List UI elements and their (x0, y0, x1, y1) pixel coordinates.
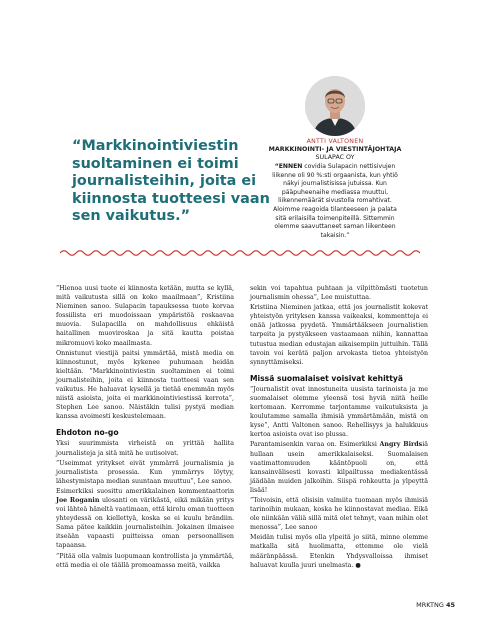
section-heading: Missä suomalaiset voisivat kehittyä (250, 373, 404, 383)
article-paragraph: ”Journalistit ovat innostuneita uusista tarinoista ja me suomalaiset olemme yleensä tosi hyviä niitä heille kertomaan. Kerromme tarjontamme vaikutuksista ja koulutamme samalla ihmisiä ymmärtämään, mistä on kyse”, Antti Valtonen sanoo. Rehellisyys ja halukkuus kertoa asioista ovat iso plussa. (250, 385, 428, 439)
article-paragraph: ”Toivoisin, että olisisin valmiita tuomaan myös ihmisiä tarinoihin mukaan, koska he kiinnostavat mediaa. Eikä ole niinkään väliä sillä mitä olet tehnyt, vaan mihin olet menossa”, Lee sanoo (250, 496, 428, 532)
article-paragraph: ”Hienoa uusi tuote ei kiinnosta ketään, mutta se kyllä, mitä vaikutusta sillä on koko maailmaan”, Kristiina Nieminen sanoo. Sulapacin tapauksessa tuote korvaa fossiilista eri muodoissaan ympäristöä roskaavaa muovia. Sulapacilla on mahdollisuus ehkäistä haitallinen muoviroskaa ja sitä kautta poistaa mikromuovi koko maailmasta. (56, 285, 234, 347)
text-run: iä hullaan usein amerikkalaiseksi. Suomalaisen vaatimattomuuden kääntöpuoli on, että kansainvälisesti kovasti kilpailtussa mediakentässä jäädään muiden jalkoihin. Siispä rohkeutta ja ylpeyttä lisää! (250, 441, 429, 494)
article-paragraph: Kristiina Nieminen jatkaa, että jos journalistit kokevat yhteistyön yrityksen kanssa vaikeaksi, kommentteja ei enää jatkossa pyydetä. Ymmärtääkseen journalistien tarpeita ja pystyäkseen vastaamaan niihin, kannattaa tutustua median edustajan aikaisempiin juttuihin. Tällä tavoin voi kerätä paljon arvokasta tietoa yhteistyön synnyttämiseksi. (250, 304, 428, 366)
page-number: 45 (445, 601, 455, 609)
profile-photo (305, 76, 365, 136)
person-name: ANTTI VALTONEN (306, 138, 364, 145)
article-paragraph (56, 487, 234, 551)
person-portrait-icon (305, 76, 365, 136)
text-run: ulosanti on värikästä, eikä mikään yritys voi lähteä häneltä vaatimaan, että kirolu oman tuotteen yhteydessä on kiellettyä, koska se ei kuulu brändiin. Sama pätee kaikkiin journalisteihin. Jokainen ilmaisee itseään vapaasti puitteissa oman persoonallisen tapaansa. (56, 496, 235, 550)
profile-quote-lead: “ENNEN (274, 163, 303, 170)
article-paragraph: ”Useimmat yritykset eivät ymmärrä journalismia ja journalistista prosessia. Kun ymmärrys löytyy, lähestymistapa median suuntaan muuttuu”, Lee sanoo. (56, 459, 234, 485)
article-paragraph: sekin voi tapahtua puhtaan ja vilpittömästi tuotetun journalismin ohessa”, Lee muistuttaa. (250, 285, 428, 302)
magazine-name: MRKTNG (416, 601, 444, 609)
person-mention: Joe Roganin (56, 496, 100, 504)
wavy-divider-icon (60, 248, 420, 258)
profile-quote-body: covidia Sulapacin nettisivujen liikenne oli 90 %:sti orgaanista, kun yhtiö näkyi journalistisissa jutuissa. Kun pääpuheenaihe mediassa muuttui, liikennemäärät sivustolla romahtivat. Aloimme reagoida tilanteeseen ja palata sitä erilaisilla toimenpiteillä. Sittemmin olemme saavuttaneet saman liikenteen takaisin.” (272, 163, 398, 239)
article-paragraph: ”Pitää olla valmis luopumaan kontrollista ja ymmärtää, että media ei ole täällä promoamassa meitä, vaikka (56, 552, 234, 569)
person-role: MARKKINOINTI- JA VIESTINTÄJOHTAJA (268, 146, 402, 153)
page-footer (375, 601, 455, 609)
article-paragraph: Onnistunut viestijä paitsi ymmärtää, mistä media on kiinnostunut, myös kykenee puhumaan heidän kieltään. ”Markkinointiviestin suoltaminen ei toimi journalisteihin, joita ei kiinnosta tuotteesi vaan sen vaikutus. He haluavat kysellä ja tietää enemmän myös niistä asioista, joita ei markkinointiviestissä kerrota”, Stephen Lee sanoo. Näistäkin tulisi pystyä median kanssa avoimesti keskustelemaan. (56, 349, 234, 421)
article-column-left (56, 284, 234, 570)
section-heading: Ehdoton no-go (56, 428, 119, 438)
pull-quote: “Markkinointiviestin suoltaminen ei toimi journalisteihin, joita ei kiinnosta tuotteesi vaan sen vaikutus.” (72, 138, 270, 225)
article-paragraph: Meidän tulisi myös olla ylpeitä jo siitä, minne olemme matkalla sitä huolimatta, ettemme ole vielä määränpäässä. Etenkin Yhdysvalloissa ihmiset haluavat kuulla juuri unelmasta. ● (250, 534, 428, 569)
profile-quote (272, 163, 398, 240)
article-paragraph: Yksi suurimmista virheistä on yrittää hallita journalisteja ja sitä mitä he uutisoivat. (56, 440, 234, 457)
brand-mention: Angry Birds (379, 441, 423, 449)
person-company: SULAPAC OY (315, 154, 355, 161)
article-paragraph (250, 440, 428, 495)
text-run: Parantamisenkin varaa on. Esimerkiksi (250, 441, 380, 449)
text-run: Esimerkiksi suosittu amerikkalainen kommentaattorin (56, 487, 234, 495)
article-column-right (250, 284, 428, 570)
